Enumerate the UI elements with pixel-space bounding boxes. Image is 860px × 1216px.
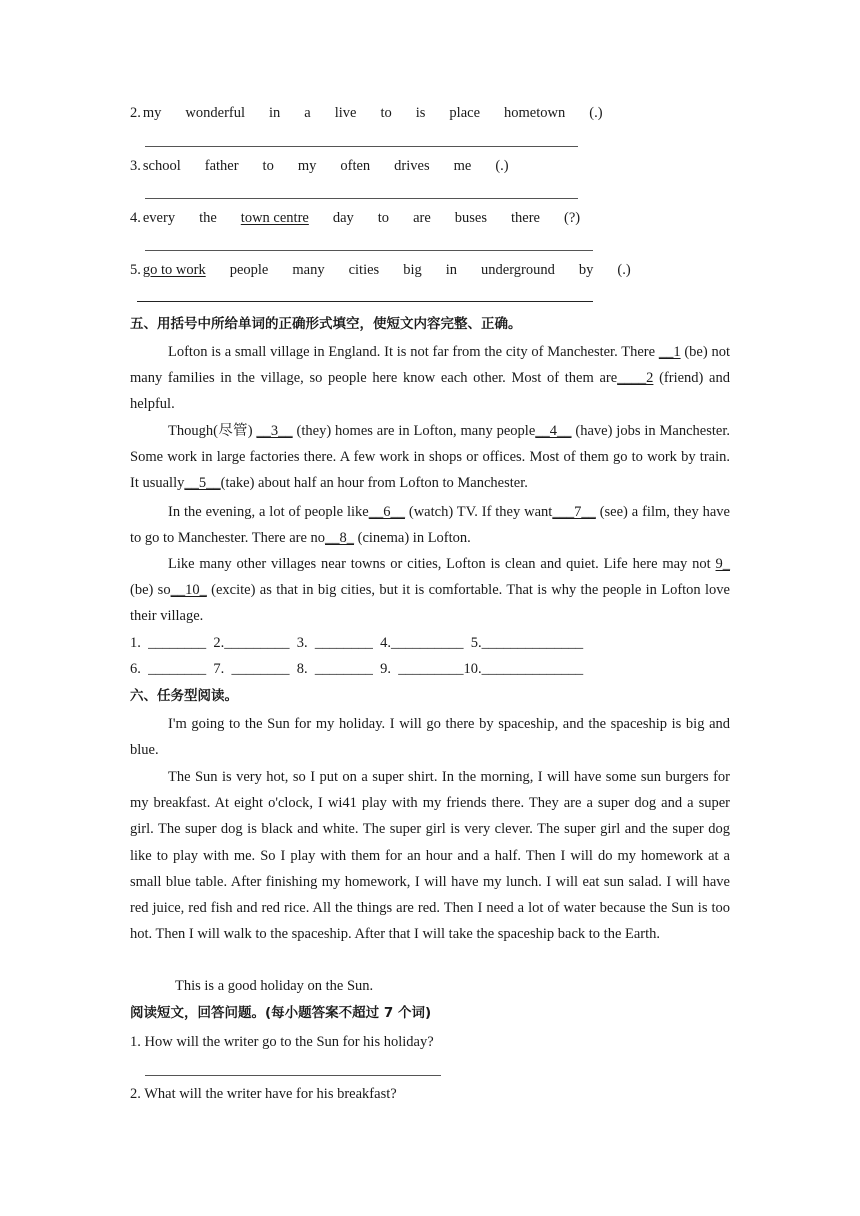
scramble-word: (.) <box>495 158 509 174</box>
scramble-word: the <box>199 210 217 226</box>
scramble-word: in <box>445 262 458 278</box>
question-number: 5. <box>130 262 141 278</box>
scramble-word: often <box>340 158 371 174</box>
answer-line-5 <box>137 301 593 302</box>
scramble-word: (.) <box>589 105 603 121</box>
question-1: 1. How will the writer go to the Sun for his holiday? <box>130 1034 434 1050</box>
section-5-title: 五、用括号中所给单词的正确形式填空，使短文内容完整、正确。 <box>130 316 522 332</box>
scramble-word: hometown <box>504 105 566 121</box>
scramble-word: underground <box>481 262 555 278</box>
blank-4: __4__ <box>535 423 572 439</box>
scramble-word: is <box>415 105 426 121</box>
scramble-word: buses <box>454 210 487 226</box>
blank-3: __3__ <box>256 423 293 439</box>
blank-8: __8_ <box>325 530 355 547</box>
answer-line-q1 <box>145 1075 441 1076</box>
answer-row-2: 6. ________ 7. ________ 8. ________ 9. _________10.______________ <box>130 661 584 677</box>
answer-line-2 <box>145 146 578 147</box>
scramble-word: by <box>578 262 594 278</box>
scramble-word: day <box>332 210 354 226</box>
scramble-word: town centre <box>240 210 309 226</box>
scramble-word: my <box>297 158 317 174</box>
reading-instruction: 阅读短文，回答问题。(每小题答案不超过 7 个词) <box>130 1005 432 1021</box>
scramble-word: a <box>304 105 311 121</box>
blank-1: __1 <box>658 344 681 360</box>
scramble-word: place <box>449 105 481 121</box>
scramble-word: there <box>511 210 540 226</box>
scramble-word: people <box>229 262 269 278</box>
scramble-word: wonderful <box>185 105 245 121</box>
scramble-word: big <box>403 262 422 278</box>
section-6-paragraph-3: This is a good holiday on the Sun. <box>175 978 374 994</box>
blank-5: __5__ <box>184 475 221 492</box>
scramble-word: many <box>292 262 325 278</box>
blank-7: ___7__ <box>552 504 596 520</box>
scramble-word: go to work <box>142 262 206 278</box>
scramble-word: are <box>413 210 431 226</box>
scramble-word: in <box>269 105 281 121</box>
scramble-word: me <box>453 158 472 174</box>
scramble-question-4 <box>130 208 580 228</box>
scramble-question-3 <box>130 156 509 176</box>
question-number: 4. <box>130 210 141 226</box>
answer-line-3 <box>145 198 578 199</box>
scramble-word: (.) <box>617 262 631 278</box>
blank-9: 9_ <box>715 556 730 572</box>
blank-2: ____2 <box>617 370 654 387</box>
scramble-question-2 <box>130 103 603 123</box>
scramble-question-5 <box>130 260 631 280</box>
scramble-word: cities <box>348 262 380 278</box>
scramble-word: live <box>334 105 357 121</box>
question-2: 2. What will the writer have for his breakfast? <box>130 1086 397 1102</box>
blank-6: __6__ <box>368 504 405 520</box>
blank-10: __10_ <box>170 582 207 599</box>
section-5-paragraph-2: Though(尽管) __3__ (they) homes are in Lofton, many people__4__ (have) jobs in Manchester. Some work in large factories there. A few work in shops or offices. Most of them go to work by train. It usually__5__(take) about half an hour from Lofton to Manchester. <box>130 423 730 492</box>
question-number: 3. <box>130 158 141 174</box>
section-6-title: 六、任务型阅读。 <box>130 688 238 704</box>
answer-line-4 <box>145 250 593 251</box>
scramble-word: drives <box>394 158 430 174</box>
scramble-word: (?) <box>563 210 581 226</box>
section-6-paragraph-2: The Sun is very hot, so I put on a super shirt. In the morning, I will have some sun burgers for my breakfast. At eight o'clock, I wi41 play with my friends there. They are a super dog and a super girl. The super dog is black and white. The super girl is very clever. The super girl and the super dog like to play with me. So I play with them for an hour and a half. Then I will do my homework at a small blue table. After finishing my homework, I will have my lunch. I will eat sun salad. I will have red juice, red fish and red rice. All the things are red. Then I need a lot of water because the Sun is too hot. Then I will walk to the spaceship. After that I will take the spaceship back to the Earth. <box>130 769 730 943</box>
section-6-paragraph-1: I'm going to the Sun for my holiday. I will go there by spaceship, and the spaceship is big and blue. <box>130 716 730 759</box>
scramble-word: to <box>377 210 390 226</box>
scramble-word: my <box>142 105 162 121</box>
scramble-word: every <box>142 210 176 226</box>
section-5-paragraph-3: In the evening, a lot of people like__6__ (watch) TV. If they want___7__ (see) a film, they have to go to Manchester. There are no__8_ (cinema) in Lofton. <box>130 504 730 547</box>
scramble-word: school <box>142 158 181 174</box>
scramble-word: father <box>204 158 239 174</box>
scramble-word: to <box>380 105 392 121</box>
answer-row-1: 1. ________ 2._________ 3. ________ 4.__________ 5.______________ <box>130 635 584 651</box>
scramble-word: to <box>262 158 274 174</box>
section-5-paragraph-1: Lofton is a small village in England. It is not far from the city of Manchester. There __1 (be) not many families in the village, so people here know each other. Most of them are____2 (friend) and helpful. <box>130 344 731 413</box>
section-5-paragraph-4: Like many other villages near towns or cities, Lofton is clean and quiet. Life here may not 9_ (be) so__10_ (excite) as that in big cities, but it is comfortable. That is why the people in Lofton love their village. <box>130 556 730 625</box>
question-number: 2. <box>130 105 141 121</box>
